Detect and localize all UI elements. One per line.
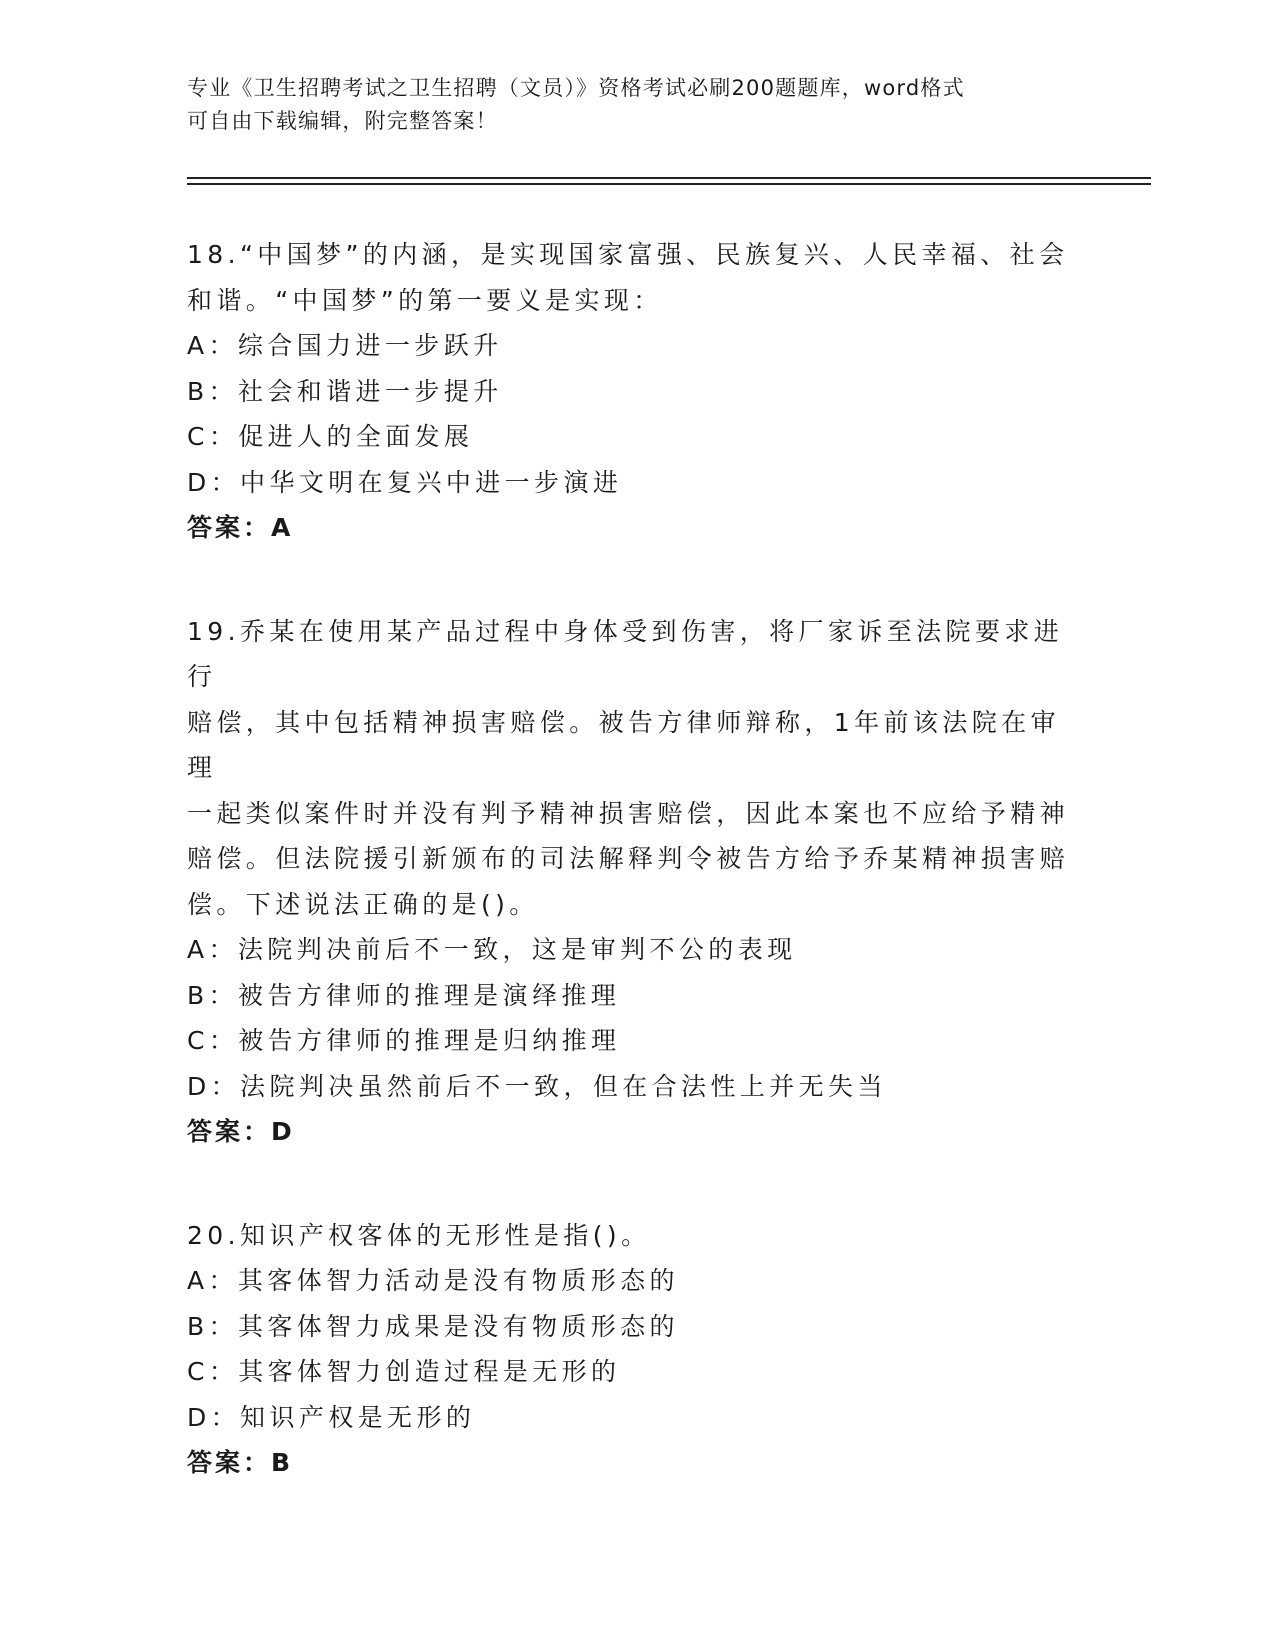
- question-text-line: 偿。下述说法正确的是()。: [187, 889, 539, 919]
- question-text-line: 赔偿，其中包括精神损害赔偿。被告方律师辩称，1年前该法院在审理: [187, 707, 1060, 782]
- question-19: [187, 609, 1087, 1155]
- question-text-line: 19.乔某在使用某产品过程中身体受到伤害，将厂家诉至法院要求进行: [187, 616, 1064, 691]
- option-a: A：法院判决前后不一致，这是审判不公的表现: [187, 935, 797, 964]
- header-divider-bottom: [187, 183, 1151, 185]
- header-line-2: 可自由下载编辑，附完整答案！: [187, 109, 498, 133]
- option-d: D：中华文明在复兴中进一步演进: [187, 467, 623, 497]
- question-list: [187, 232, 1087, 1544]
- option-a: A：其客体智力活动是没有物质形态的: [187, 1266, 679, 1295]
- question-20: [187, 1213, 1087, 1486]
- question-text-line: 18.“中国梦”的内涵，是实现国家富强、民族复兴、人民幸福、社会: [187, 240, 1069, 269]
- question-text-line: 赔偿。但法院援引新颁布的司法解释判令被告方给予乔某精神损害赔: [187, 844, 1070, 873]
- option-a: A：综合国力进一步跃升: [187, 331, 503, 360]
- option-c: C：被告方律师的推理是归纳推理: [187, 1026, 621, 1055]
- option-b: B：社会和谐进一步提升: [187, 376, 503, 406]
- option-c: C：其客体智力创造过程是无形的: [187, 1357, 621, 1386]
- option-b: B：其客体智力成果是没有物质形态的: [187, 1311, 679, 1341]
- question-text-line: 20.知识产权客体的无形性是指()。: [187, 1220, 651, 1250]
- document-header: [187, 72, 1087, 138]
- answer: 答案：B: [187, 1448, 294, 1477]
- question-text-line: 一起类似案件时并没有判予精神损害赔偿，因此本案也不应给予精神: [187, 798, 1070, 828]
- option-b: B：被告方律师的推理是演绎推理: [187, 980, 621, 1010]
- answer: 答案：D: [187, 1117, 295, 1146]
- answer: 答案：A: [187, 513, 294, 542]
- option-d: D：知识产权是无形的: [187, 1402, 476, 1432]
- header-line-1: 专业《卫生招聘考试之卫生招聘（文员）》资格考试必刷200题题库，word格式: [187, 76, 965, 100]
- header-divider-top: [187, 177, 1151, 179]
- option-c: C：促进人的全面发展: [187, 422, 474, 451]
- question-text-line: 和谐。“中国梦”的第一要义是实现：: [187, 285, 663, 315]
- question-18: [187, 232, 1087, 551]
- option-d: D：法院判决虽然前后不一致，但在合法性上并无失当: [187, 1071, 887, 1101]
